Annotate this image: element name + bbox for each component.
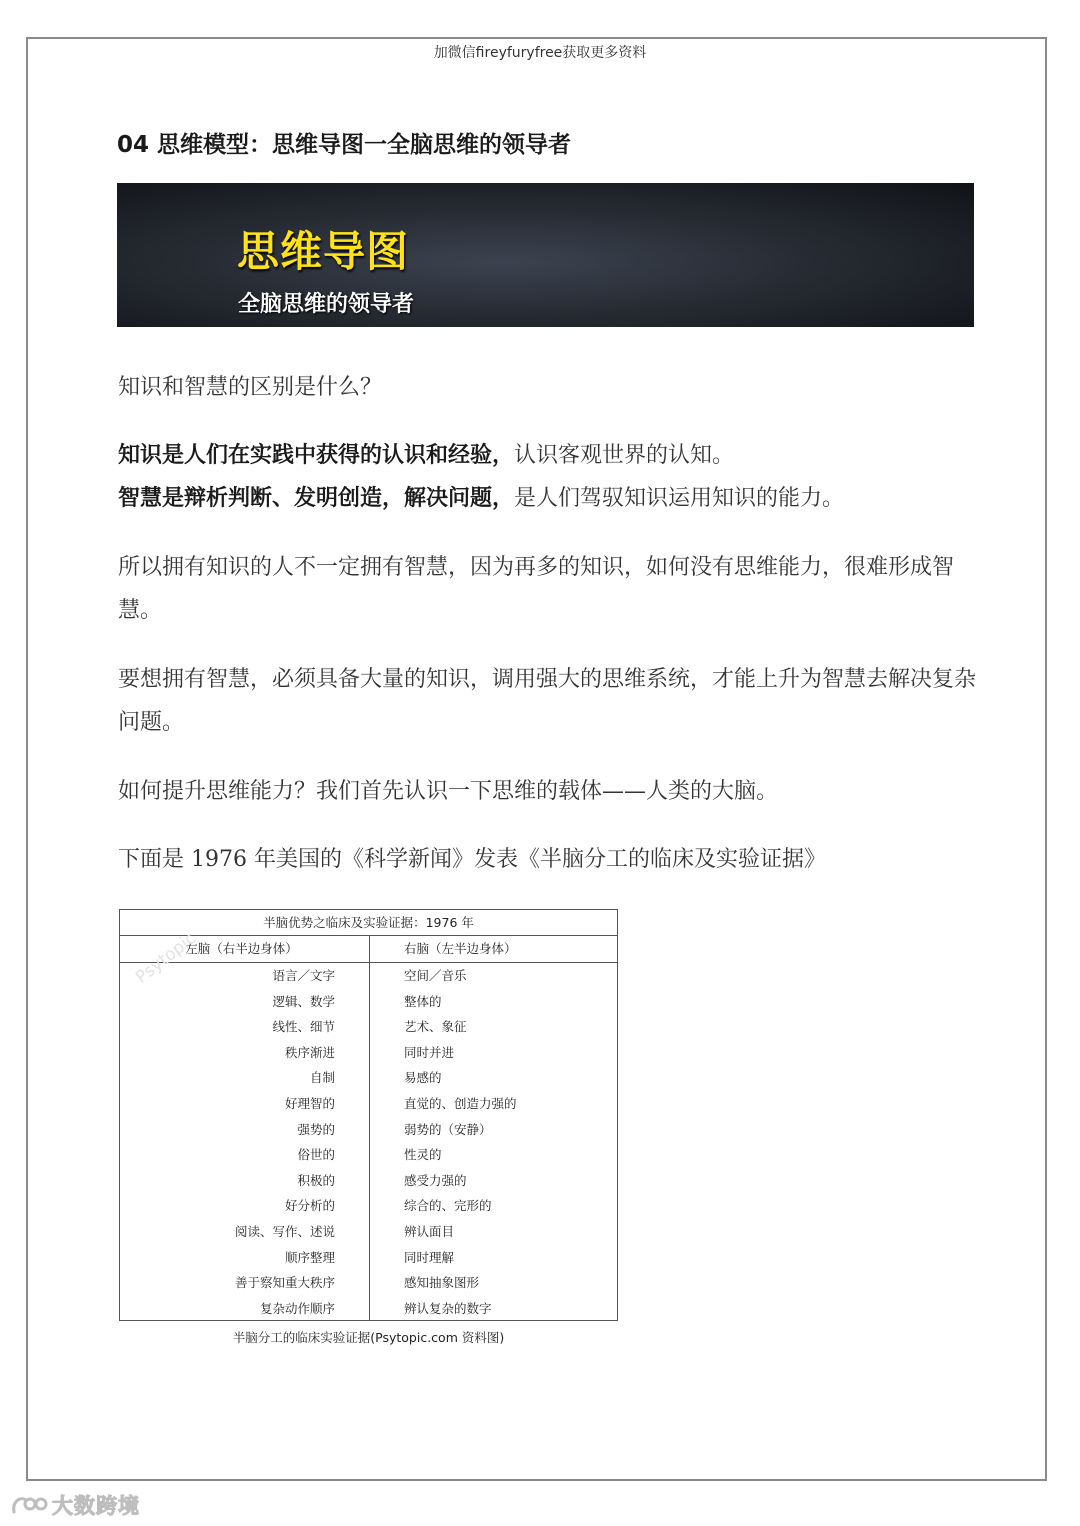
left-brain-item: 线性、细节 bbox=[272, 1019, 335, 1035]
paragraph-knowledge-vs-wisdom: 所以拥有知识的人不一定拥有智慧，因为再多的知识，如何没有思维能力，很难形成智慧。 bbox=[118, 555, 955, 623]
paragraph-question: 知识和智慧的区别是什么？ bbox=[118, 375, 383, 400]
right-brain-item: 感受力强的 bbox=[404, 1172, 467, 1188]
left-brain-item: 语言／文字 bbox=[272, 968, 335, 983]
paragraph-wisdom: 智慧是辩析判断、发明创造，解决问题，是人们驾驭知识运用知识的能力。 bbox=[118, 486, 845, 511]
right-brain-item: 艺术、象征 bbox=[404, 1019, 467, 1035]
left-brain-header: 左脑（右半边身体） bbox=[120, 936, 370, 962]
right-brain-item: 性灵的 bbox=[404, 1147, 442, 1163]
right-brain-header: 右脑（左半边身体） bbox=[404, 941, 517, 956]
table-body bbox=[120, 963, 617, 1320]
right-brain-item: 弱势的（安静） bbox=[404, 1121, 492, 1137]
wisdom-bold: 智慧是辩析判断、发明创造，解决问题， bbox=[118, 486, 515, 511]
brain-dominance-table bbox=[119, 909, 618, 1321]
left-brain-item: 好分析的 bbox=[284, 1198, 335, 1214]
paragraph-knowledge: 知识是人们在实践中获得的认识和经验，认识客观世界的认知。 bbox=[118, 443, 735, 468]
right-brain-item: 同时理解 bbox=[404, 1249, 455, 1265]
left-brain-item: 俗世的 bbox=[297, 1147, 335, 1163]
section-heading: 04 思维模型：思维导图一全脑思维的领导者 bbox=[117, 132, 572, 158]
left-brain-item: 逻辑、数学 bbox=[272, 993, 335, 1009]
banner-subtitle: 全脑思维的领导者 bbox=[238, 292, 415, 317]
banner-title: 思维导图 bbox=[237, 227, 410, 276]
left-brain-item: 好理智的 bbox=[284, 1095, 335, 1111]
brand-logo-icon bbox=[10, 1492, 48, 1518]
psytopic-watermark: Psytopic bbox=[132, 928, 201, 988]
left-brain-item: 顺序整理 bbox=[284, 1249, 335, 1265]
left-brain-item: 自制 bbox=[309, 1070, 335, 1086]
knowledge-bold: 知识是人们在实践中获得的认识和经验， bbox=[118, 443, 515, 468]
right-brain-item: 同时并进 bbox=[404, 1044, 455, 1060]
table-header bbox=[120, 936, 617, 963]
left-brain-item: 积极的 bbox=[297, 1172, 335, 1188]
right-brain-item: 辨认复杂的数字 bbox=[404, 1300, 492, 1316]
right-brain-item: 整体的 bbox=[404, 993, 442, 1009]
table-title: 半脑优势之临床及实验证据：1976 年 bbox=[120, 910, 617, 936]
right-brain-item: 直觉的、创造力强的 bbox=[404, 1095, 517, 1111]
left-brain-item: 秩序渐进 bbox=[284, 1044, 335, 1060]
right-brain-item: 辨认面目 bbox=[404, 1223, 455, 1239]
footer-watermark bbox=[10, 1490, 140, 1520]
right-brain-item: 综合的、完形的 bbox=[404, 1198, 492, 1214]
right-brain-item: 感知抽象图形 bbox=[404, 1275, 480, 1291]
paragraph-science-news: 下面是 1976 年美国的《科学新闻》发表《半脑分工的临床及实验证据》 bbox=[118, 847, 826, 872]
left-brain-item: 复杂动作顺序 bbox=[259, 1300, 335, 1316]
left-brain-item: 善于察知重大秩序 bbox=[234, 1275, 335, 1291]
paragraph-thinking-carrier: 如何提升思维能力？我们首先认识一下思维的载体——人类的大脑。 bbox=[118, 779, 779, 804]
right-brain-item: 空间／音乐 bbox=[404, 968, 467, 983]
header-note: 加微信fireyfuryfree获取更多资料 bbox=[433, 45, 647, 61]
left-brain-item: 强势的 bbox=[297, 1121, 335, 1137]
right-brain-item: 易感的 bbox=[404, 1070, 442, 1086]
left-brain-item: 阅读、写作、述说 bbox=[234, 1223, 335, 1239]
right-brain-column bbox=[370, 963, 617, 1320]
footer-watermark-text: 大数跨境 bbox=[52, 1494, 140, 1518]
paragraph-gain-wisdom: 要想拥有智慧，必须具备大量的知识，调用强大的思维系统，才能上升为智慧去解决复杂问题。 bbox=[118, 667, 977, 735]
figure-caption: 半脑分工的临床实验证据(Psytopic.com 资料图) bbox=[232, 1330, 505, 1345]
banner-image bbox=[117, 183, 974, 327]
left-brain-column bbox=[120, 963, 370, 1320]
